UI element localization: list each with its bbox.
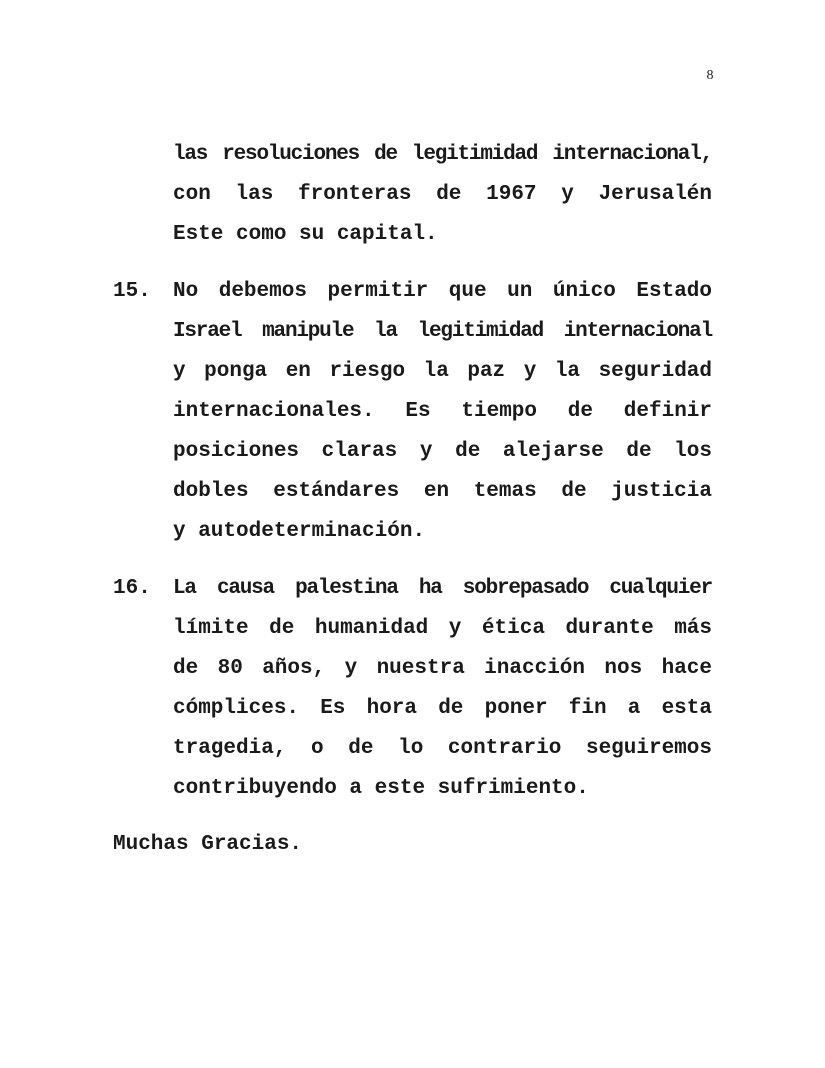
text-line: La causa palestina ha sobrepasado cualquier <box>173 577 712 600</box>
text-line: de 80 años, y nuestra inacción nos hace <box>173 657 712 680</box>
text-line: Israel manipule la legitimidad internacional <box>173 320 712 343</box>
text-line: internacionales. Es tiempo de definir <box>173 400 712 423</box>
text-line: contribuyendo a este sufrimiento. <box>173 777 589 800</box>
text-line: No debemos permitir que un único Estado <box>173 280 712 303</box>
text-line: Este como su capital. <box>173 223 438 246</box>
text-line: con las fronteras de 1967 y Jerusalén <box>173 183 712 206</box>
text-line: y ponga en riesgo la paz y la seguridad <box>173 360 712 383</box>
text-line: tragedia, o de lo contrario seguiremos <box>173 737 712 760</box>
paragraph-number: 16. <box>113 577 151 600</box>
text-line: dobles estándares en temas de justicia <box>173 480 712 503</box>
text-line: cómplices. Es hora de poner fin a esta <box>173 697 712 720</box>
text-line: las resoluciones de legitimidad internacional, <box>173 143 712 166</box>
text-line: posiciones claras y de alejarse de los <box>173 440 712 463</box>
closing-line: Muchas Gracias. <box>113 833 303 856</box>
paragraph-number: 15. <box>113 280 151 303</box>
text-line: y autodeterminación. <box>173 520 426 543</box>
page-number: 8 <box>706 68 714 83</box>
text-line: límite de humanidad y ética durante más <box>173 617 712 640</box>
